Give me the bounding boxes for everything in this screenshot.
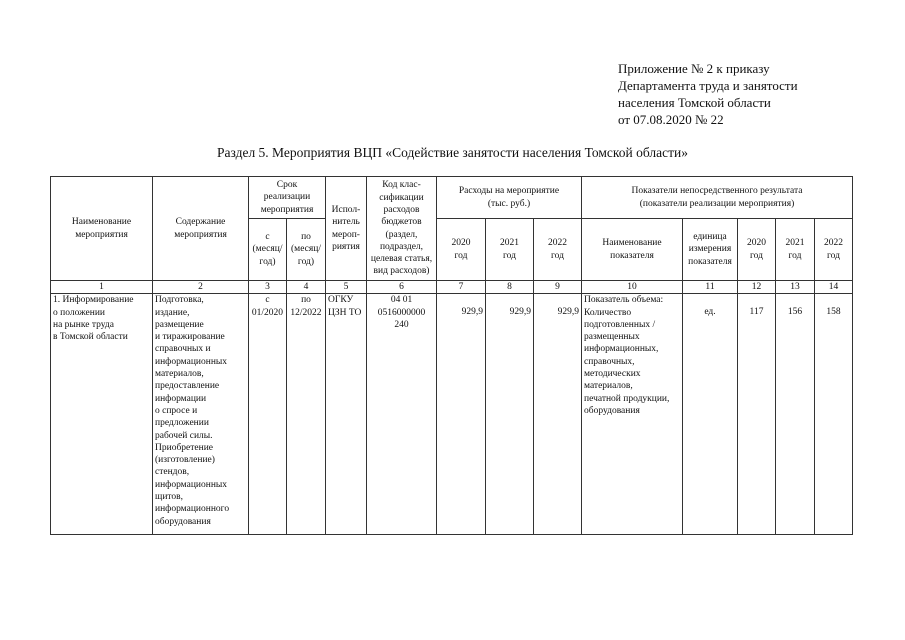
column-number: 13 [776,281,815,294]
header-term-to: по (месяц/ год) [287,219,326,281]
section-title: Раздел 5. Мероприятия ВЦП «Содействие занятости населения Томской области» [217,145,688,160]
indicator-2020: 117 [738,294,776,535]
activity-content: Подготовка, издание, размещение и тиражирование справочных и информационных материалов, предоставление информации о спросе и предложении рабочей силы. Приобретение (изготовление) стендов, информационных щитов, информационного оборудования [153,294,249,535]
appendix-line: от 07.08.2020 № 22 [618,112,724,127]
column-number: 8 [486,281,534,294]
column-number: 5 [326,281,367,294]
column-number: 3 [249,281,287,294]
activities-table [50,176,853,535]
expense-2021: 929,9 [486,294,534,535]
header-indicators: Показатели непосредственного результата (показатели реализации мероприятия) [582,177,853,219]
column-number: 9 [534,281,582,294]
header-term-from: с (месяц/ год) [249,219,287,281]
column-number: 14 [815,281,853,294]
header-ind-name: Наименование показателя [582,219,683,281]
header-ind-unit: единица измерения показателя [683,219,738,281]
column-number: 4 [287,281,326,294]
executor: ОГКУ ЦЗН ТО [326,294,367,535]
header-term: Срок реализации мероприятия [249,177,326,219]
activity-name: 1. Информирование о положении на рынке труда в Томской области [51,294,153,535]
appendix-block [618,60,798,128]
header-content: Содержание мероприятия [153,177,249,281]
column-number: 12 [738,281,776,294]
term-from: с 01/2020 [249,294,287,535]
header-ind-2022: 2022 год [815,219,853,281]
appendix-line: Приложение № 2 к приказу [618,61,770,76]
indicator-2022: 158 [815,294,853,535]
header-ind-2020: 2020 год [738,219,776,281]
header-code: Код клас- сификации расходов бюджетов (раздел, подраздел, целевая статья, вид расходов) [367,177,437,281]
column-number: 11 [683,281,738,294]
indicator-unit: ед. [683,294,738,535]
term-to: по 12/2022 [287,294,326,535]
appendix-line: населения Томской области [618,95,771,110]
table-row [51,294,853,535]
expense-2020: 929,9 [437,294,486,535]
column-number: 1 [51,281,153,294]
column-number: 7 [437,281,486,294]
header-executor: Испол- нитель мероп- риятия [326,177,367,281]
appendix-line: Департамента труда и занятости [618,78,798,93]
header-exp-2020: 2020 год [437,219,486,281]
budget-code: 04 01 0516000000 240 [367,294,437,535]
column-number: 2 [153,281,249,294]
expense-2022: 929,9 [534,294,582,535]
header-exp-2021: 2021 год [486,219,534,281]
header-ind-2021: 2021 год [776,219,815,281]
column-number: 6 [367,281,437,294]
header-exp-2022: 2022 год [534,219,582,281]
indicator-name: Показатель объема: Количество подготовленных / размещенных информационных, справочных, методических материалов, печатной продукции, оборудования [582,294,683,535]
column-number: 10 [582,281,683,294]
indicator-2021: 156 [776,294,815,535]
header-name: Наименование мероприятия [51,177,153,281]
header-expenses: Расходы на мероприятие (тыс. руб.) [437,177,582,219]
